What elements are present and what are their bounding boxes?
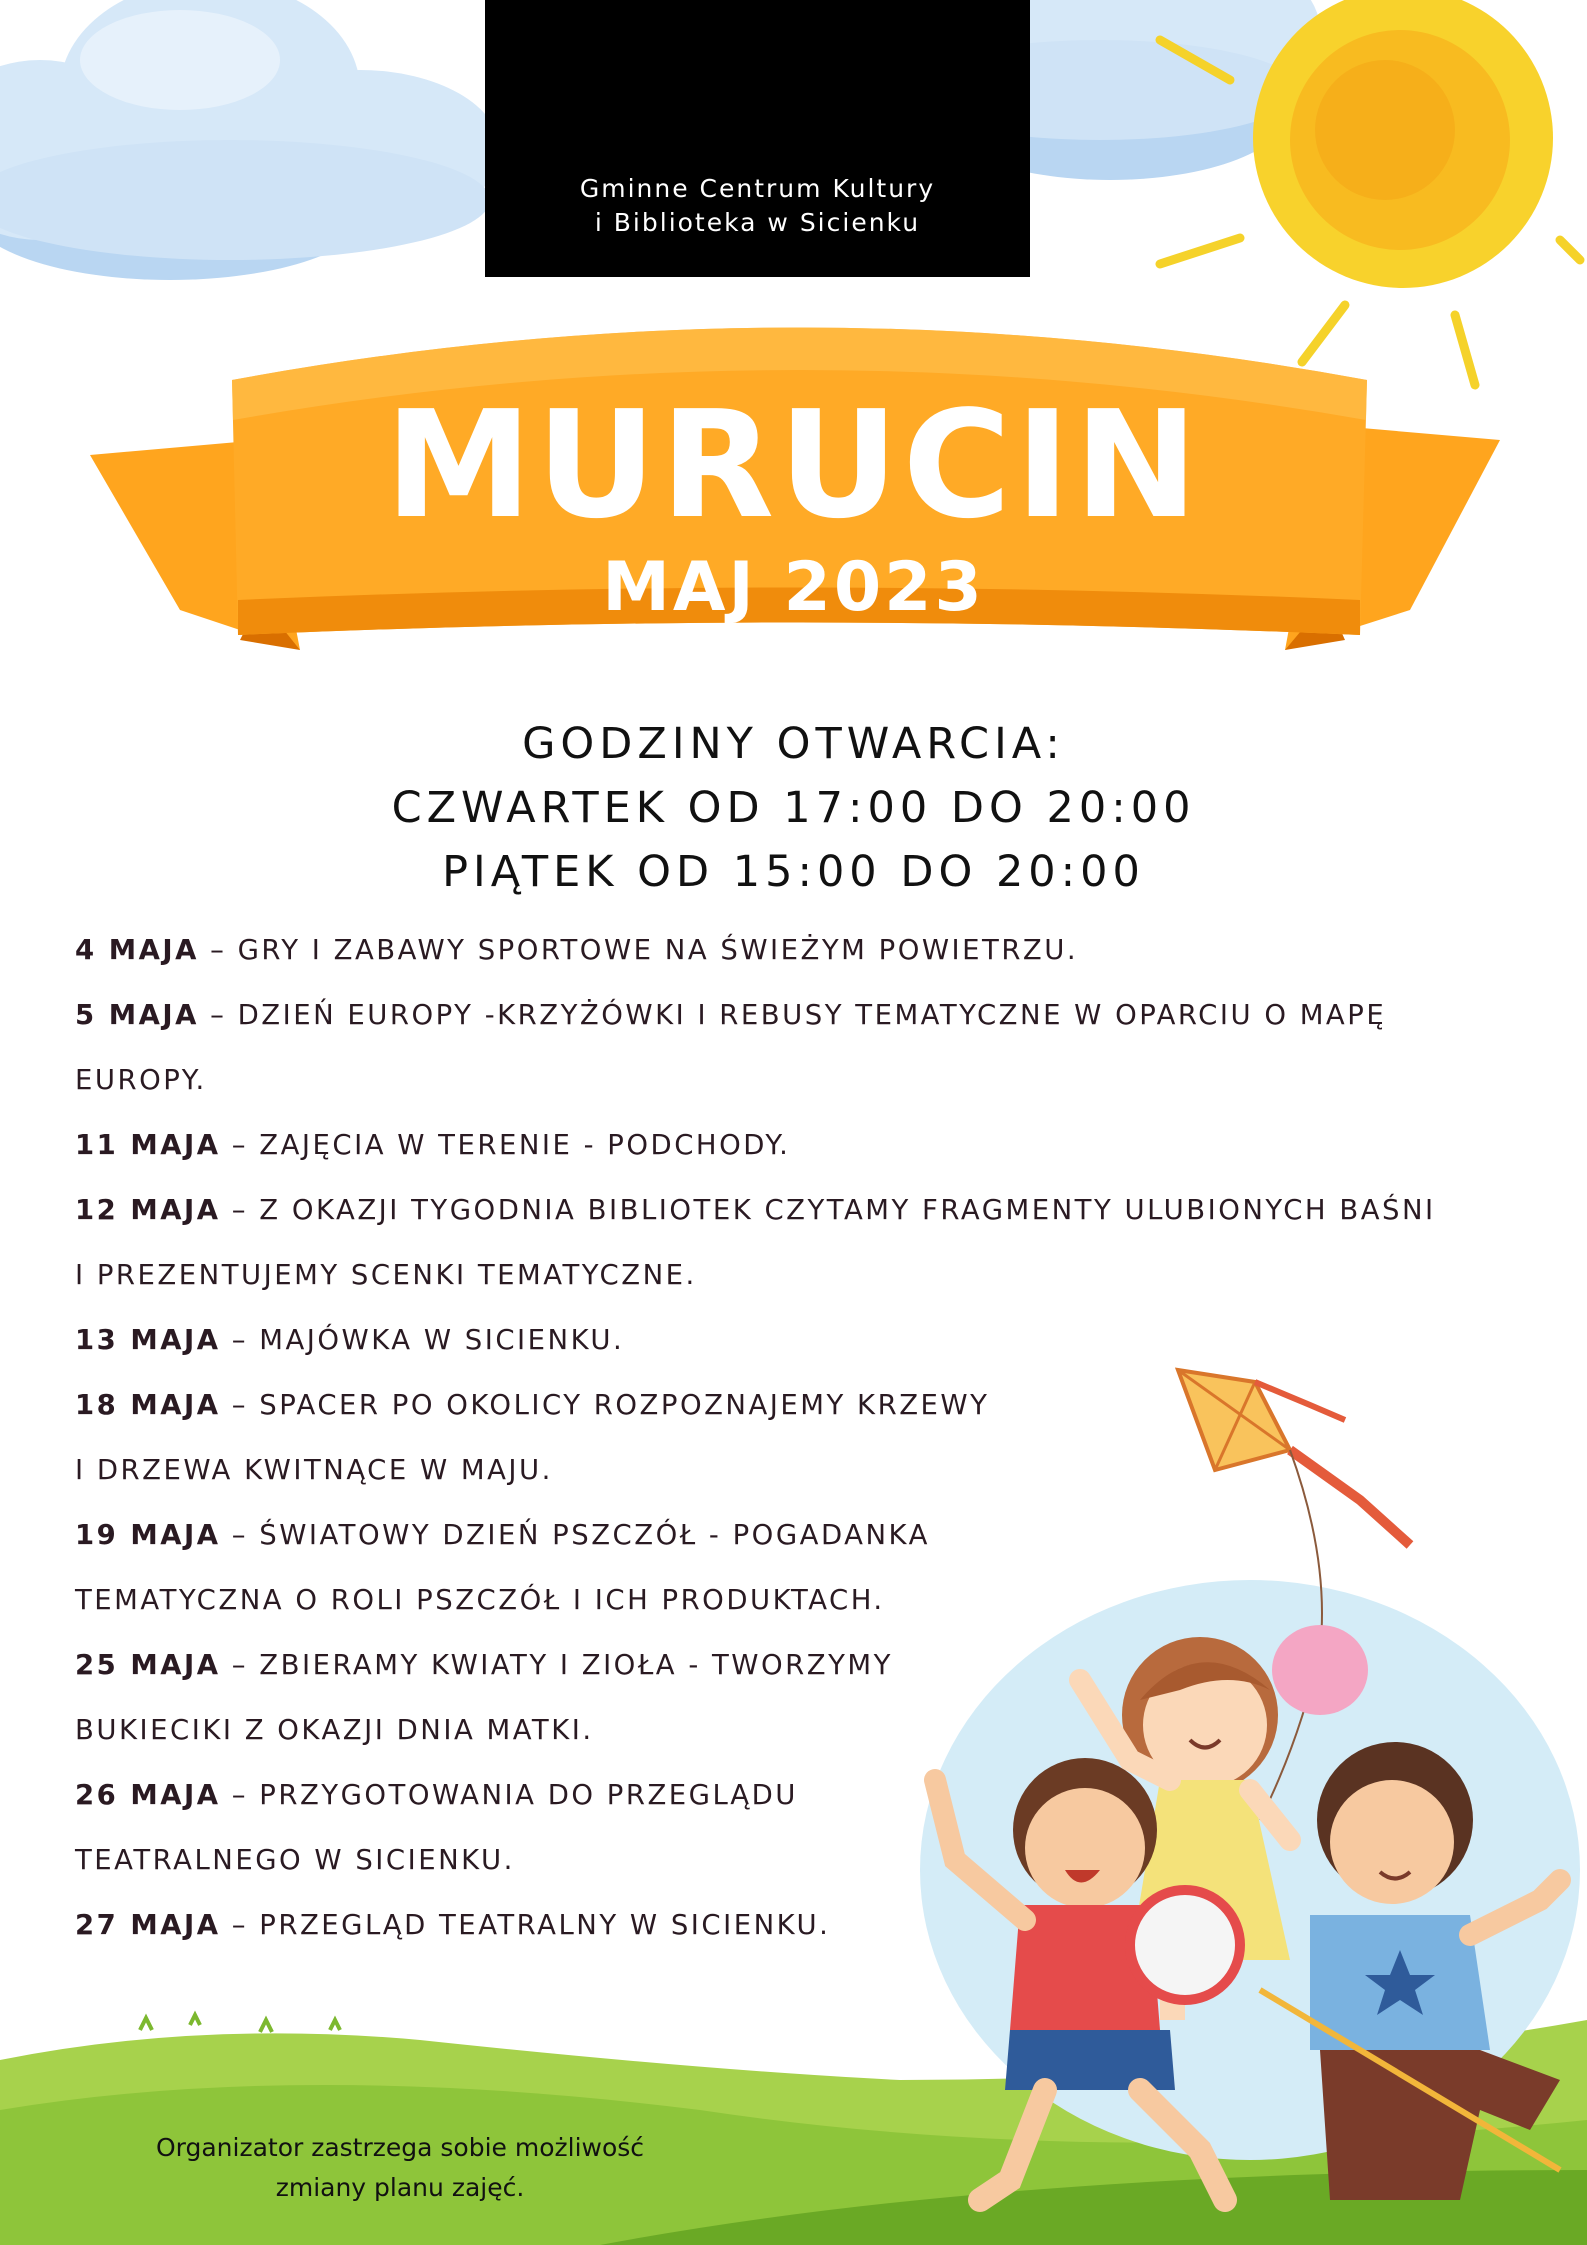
list-item <box>75 1125 1545 1190</box>
event-text: – ZAJĘCIA W TERENIE - PODCHODY. <box>220 1129 791 1161</box>
event-list <box>75 930 1545 1970</box>
list-item <box>75 995 1545 1060</box>
event-text: – Z OKAZJI TYGODNIA BIBLIOTEK CZYTAMY FRAGMENTY ULUBIONYCH BAŚNI <box>220 1194 1436 1226</box>
list-item <box>75 1450 1545 1515</box>
event-text: – MAJÓWKA W SICIENKU. <box>220 1324 625 1356</box>
event-text: – SPACER PO OKOLICY ROZPOZNAJEMY KRZEWY <box>220 1389 990 1421</box>
event-date: 4 MAJA <box>75 934 199 966</box>
event-date: 5 MAJA <box>75 999 199 1031</box>
event-date: 19 MAJA <box>75 1519 221 1551</box>
list-item <box>75 930 1545 995</box>
event-text: – PRZYGOTOWANIA DO PRZEGLĄDU <box>220 1779 798 1811</box>
opening-hours <box>0 712 1587 904</box>
list-item <box>75 1385 1545 1450</box>
event-date: 26 MAJA <box>75 1779 221 1811</box>
event-text: – GRY I ZABAWY SPORTOWE NA ŚWIEŻYM POWIETRZU. <box>198 934 1079 966</box>
list-item <box>75 1580 1545 1645</box>
list-item <box>75 1775 1545 1840</box>
event-date: 25 MAJA <box>75 1649 221 1681</box>
event-date: 11 MAJA <box>75 1129 221 1161</box>
opening-hours-line-2: PIĄTEK OD 15:00 DO 20:00 <box>442 847 1145 897</box>
event-date: 12 MAJA <box>75 1194 221 1226</box>
opening-hours-line-1: CZWARTEK OD 17:00 DO 20:00 <box>391 783 1196 833</box>
list-item <box>75 1320 1545 1385</box>
list-item <box>75 1190 1545 1255</box>
list-item <box>75 1645 1545 1710</box>
organizer-line-1: Gminne Centrum Kultury <box>579 174 936 203</box>
cloud-left <box>0 0 500 280</box>
footer-line-1: Organizator zastrzega sobie możliwość <box>155 2133 645 2162</box>
footer-note <box>100 2128 700 2208</box>
page-title: MURUCIN <box>384 379 1203 551</box>
list-item <box>75 1710 1545 1775</box>
page-subtitle: MAJ 2023 <box>602 548 985 627</box>
event-text: – PRZEGLĄD TEATRALNY W SICIENKU. <box>220 1909 831 1941</box>
event-text: – DZIEŃ EUROPY -KRZYŻÓWKI I REBUSY TEMATYCZNE W OPARCIU O MAPĘ <box>198 999 1387 1031</box>
list-item <box>75 1255 1545 1320</box>
list-item <box>75 1840 1545 1905</box>
event-text: – ŚWIATOWY DZIEŃ PSZCZÓŁ - POGADANKA <box>220 1519 930 1551</box>
event-text: BUKIECIKI Z OKAZJI DNIA MATKI. <box>75 1714 594 1746</box>
list-item <box>75 1515 1545 1580</box>
list-item <box>75 1060 1545 1125</box>
footer-line-2: zmiany planu zajęć. <box>275 2173 525 2202</box>
event-text: EUROPY. <box>75 1064 207 1096</box>
event-text: I PREZENTUJEMY SCENKI TEMATYCZNE. <box>75 1259 697 1291</box>
organizer-name <box>485 172 1030 240</box>
list-item <box>75 1905 1545 1970</box>
opening-hours-heading: GODZINY OTWARCIA: <box>522 719 1065 769</box>
event-date: 27 MAJA <box>75 1909 221 1941</box>
event-date: 13 MAJA <box>75 1324 221 1356</box>
event-date: 18 MAJA <box>75 1389 221 1421</box>
event-text: I DRZEWA KWITNĄCE W MAJU. <box>75 1454 553 1486</box>
organizer-line-2: i Biblioteka w Sicienku <box>594 208 921 237</box>
event-text: TEATRALNEGO W SICIENKU. <box>75 1844 515 1876</box>
event-text: – ZBIERAMY KWIATY I ZIOŁA - TWORZYMY <box>220 1649 893 1681</box>
event-text: TEMATYCZNA O ROLI PSZCZÓŁ I ICH PRODUKTACH. <box>75 1584 885 1616</box>
